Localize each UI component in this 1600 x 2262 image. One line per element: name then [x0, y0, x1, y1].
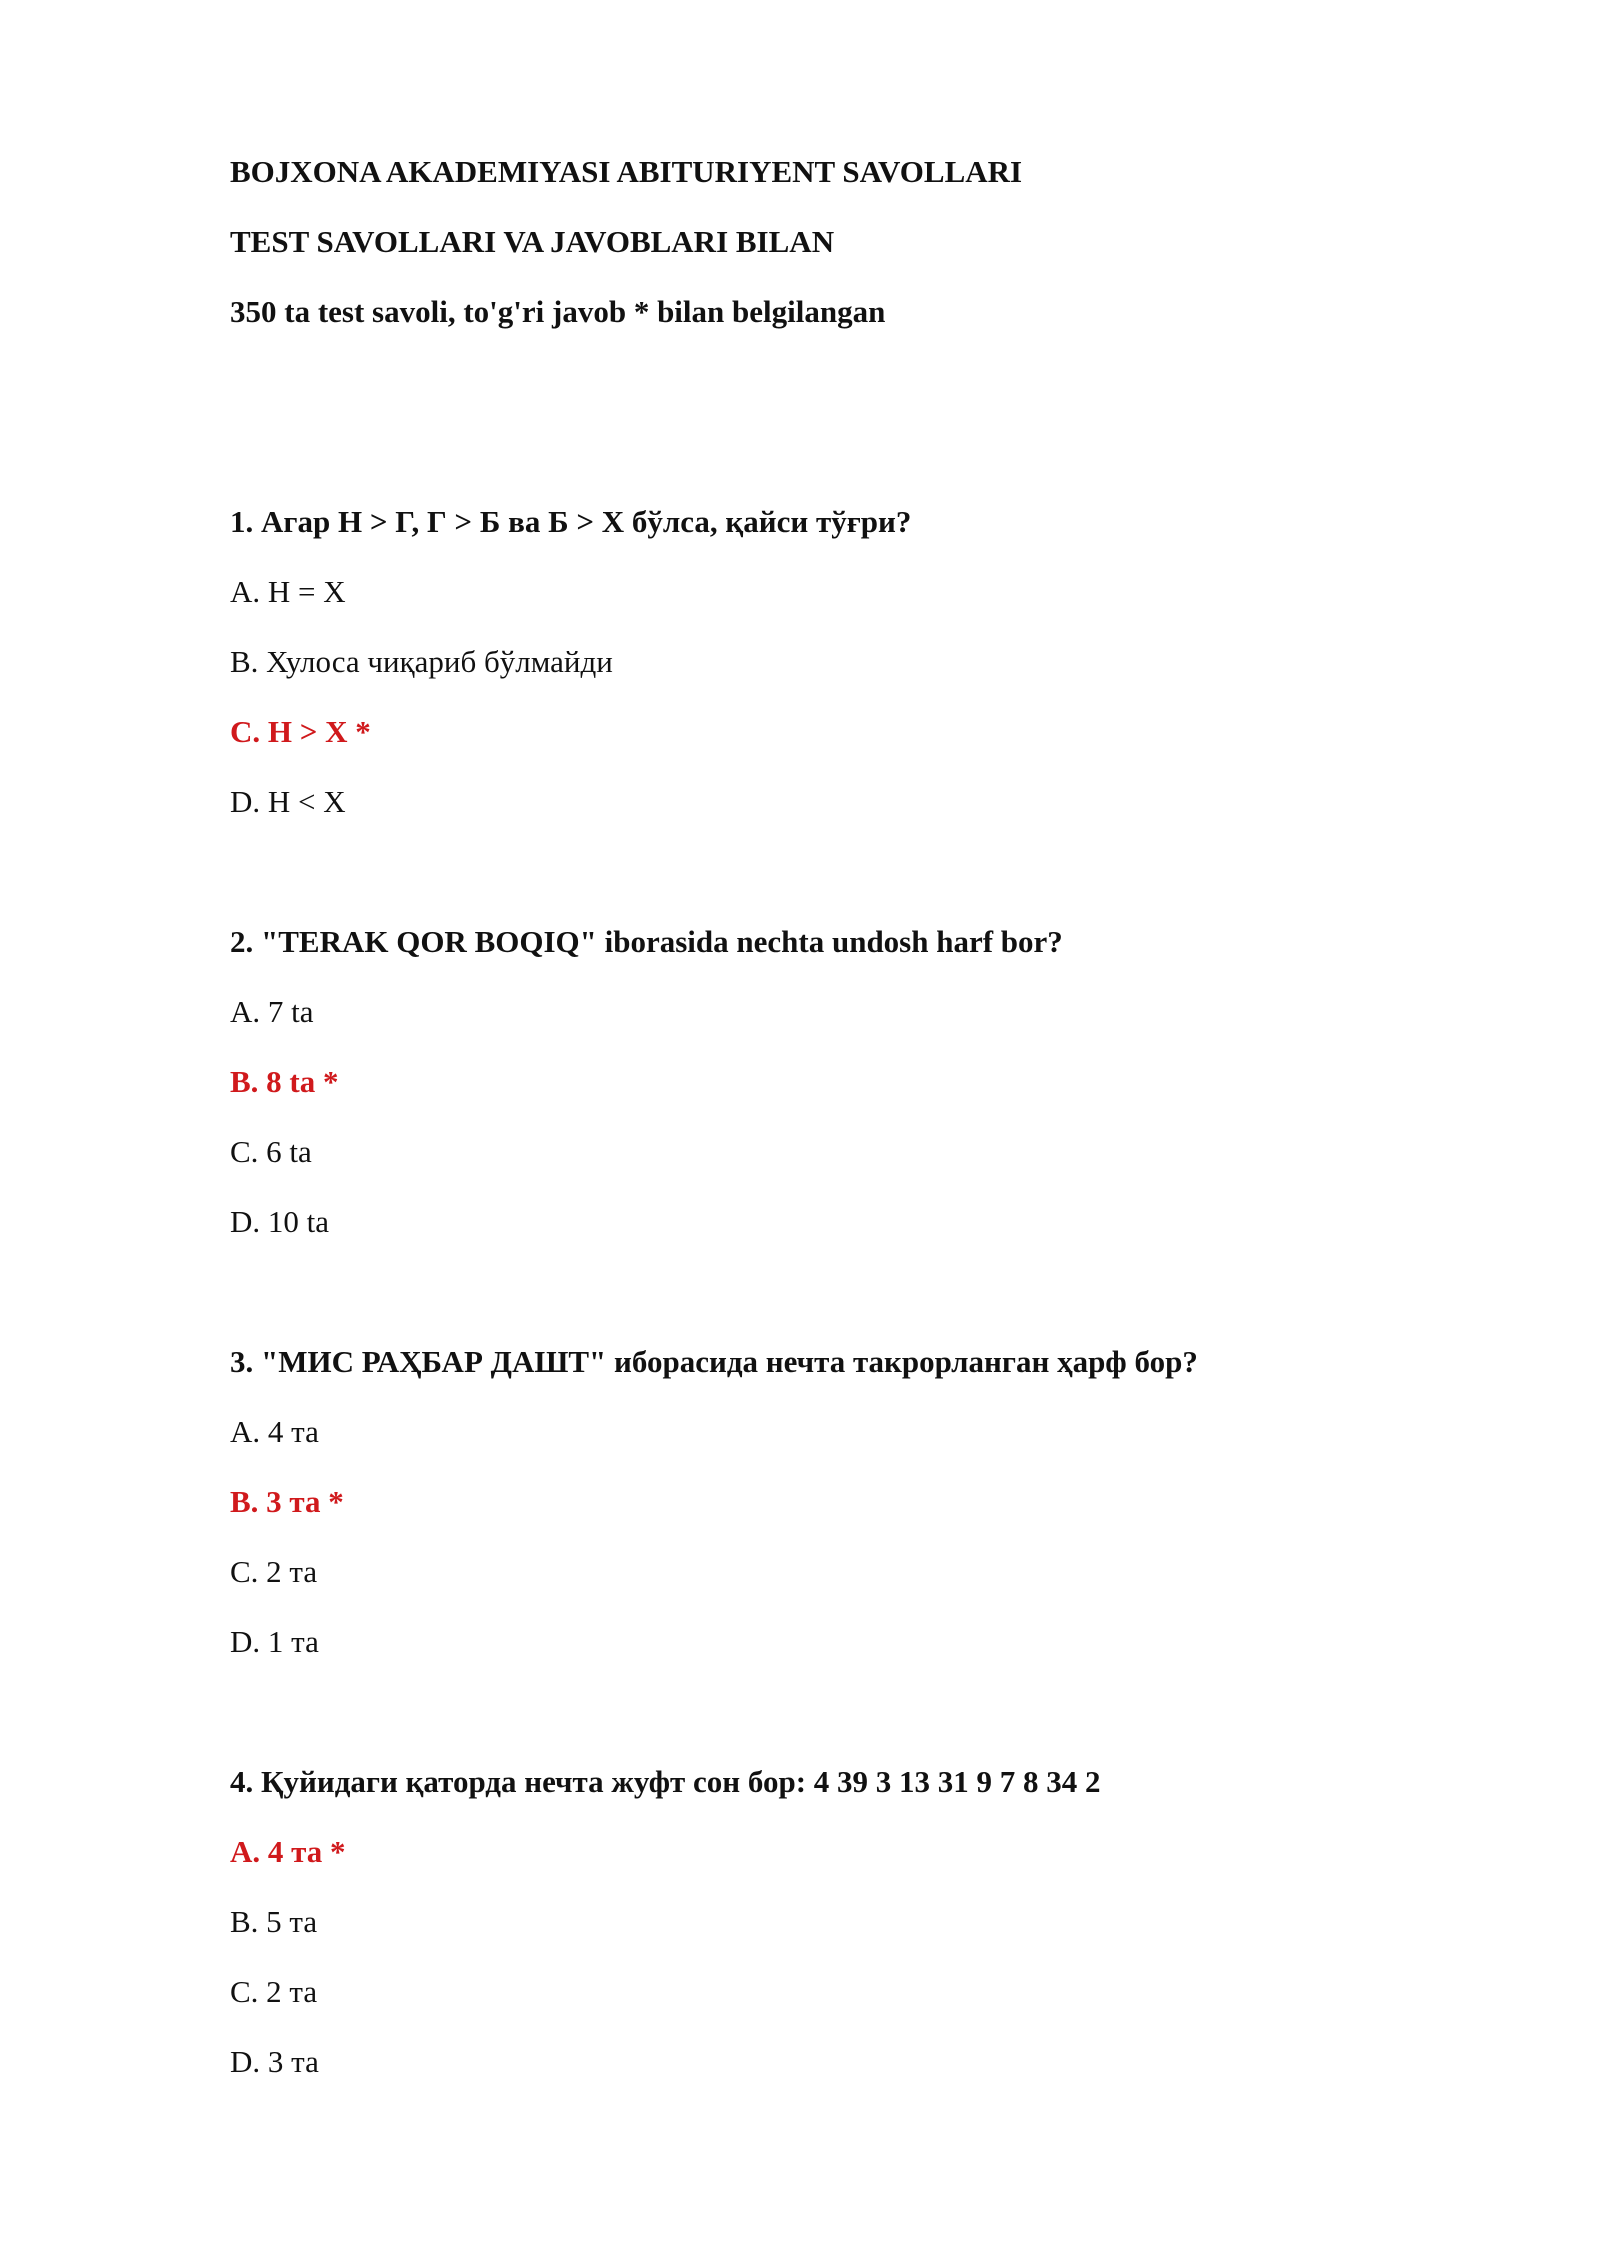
- question-3-option-b-correct: B. 3 та *: [230, 1484, 344, 1519]
- question-4-option-b: B. 5 та: [230, 1904, 318, 1939]
- question-4-option-c: C. 2 та: [230, 1974, 318, 2009]
- document-subtitle: TEST SAVOLLARI VA JAVOBLARI BILAN: [230, 224, 835, 259]
- question-2-option-d: D. 10 ta: [230, 1204, 330, 1239]
- question-2-option-a: A. 7 ta: [230, 994, 314, 1029]
- question-2-option-b-correct: B. 8 ta *: [230, 1064, 339, 1099]
- question-1-option-c-correct: C. Н > Х *: [230, 714, 371, 749]
- question-3: 3. "МИС РАҲБАР ДАШТ" иборасида нечта такрорланган ҳарф бор?: [230, 1344, 1198, 1379]
- question-1-option-d: D. Н < Х: [230, 784, 346, 819]
- question-1-option-b: B. Хулоса чиқариб бўлмайди: [230, 644, 613, 679]
- document-note: 350 ta test savoli, to'g'ri javob * bilan belgilangan: [230, 294, 886, 329]
- question-1-option-a: A. Н = Х: [230, 574, 346, 609]
- document-title: BOJXONA AKADEMIYASI ABITURIYENT SAVOLLARI: [230, 154, 1023, 189]
- question-2: 2. "TERAK QOR BOQIQ" iborasida nechta undosh harf bor?: [230, 924, 1063, 959]
- question-2-option-c: C. 6 ta: [230, 1134, 312, 1169]
- question-4-option-d: D. 3 та: [230, 2044, 319, 2079]
- question-1: 1. Агар Н > Г, Г > Б ва Б > Х бўлса, қайси тўғри?: [230, 504, 912, 539]
- question-3-option-c: C. 2 та: [230, 1554, 318, 1589]
- question-3-option-a: A. 4 та: [230, 1414, 319, 1449]
- question-4-option-a-correct: A. 4 та *: [230, 1834, 346, 1869]
- question-3-option-d: D. 1 та: [230, 1624, 319, 1659]
- question-4: 4. Қуйидаги қаторда нечта жуфт сон бор: 4 39 3 13 31 9 7 8 34 2: [230, 1764, 1101, 1799]
